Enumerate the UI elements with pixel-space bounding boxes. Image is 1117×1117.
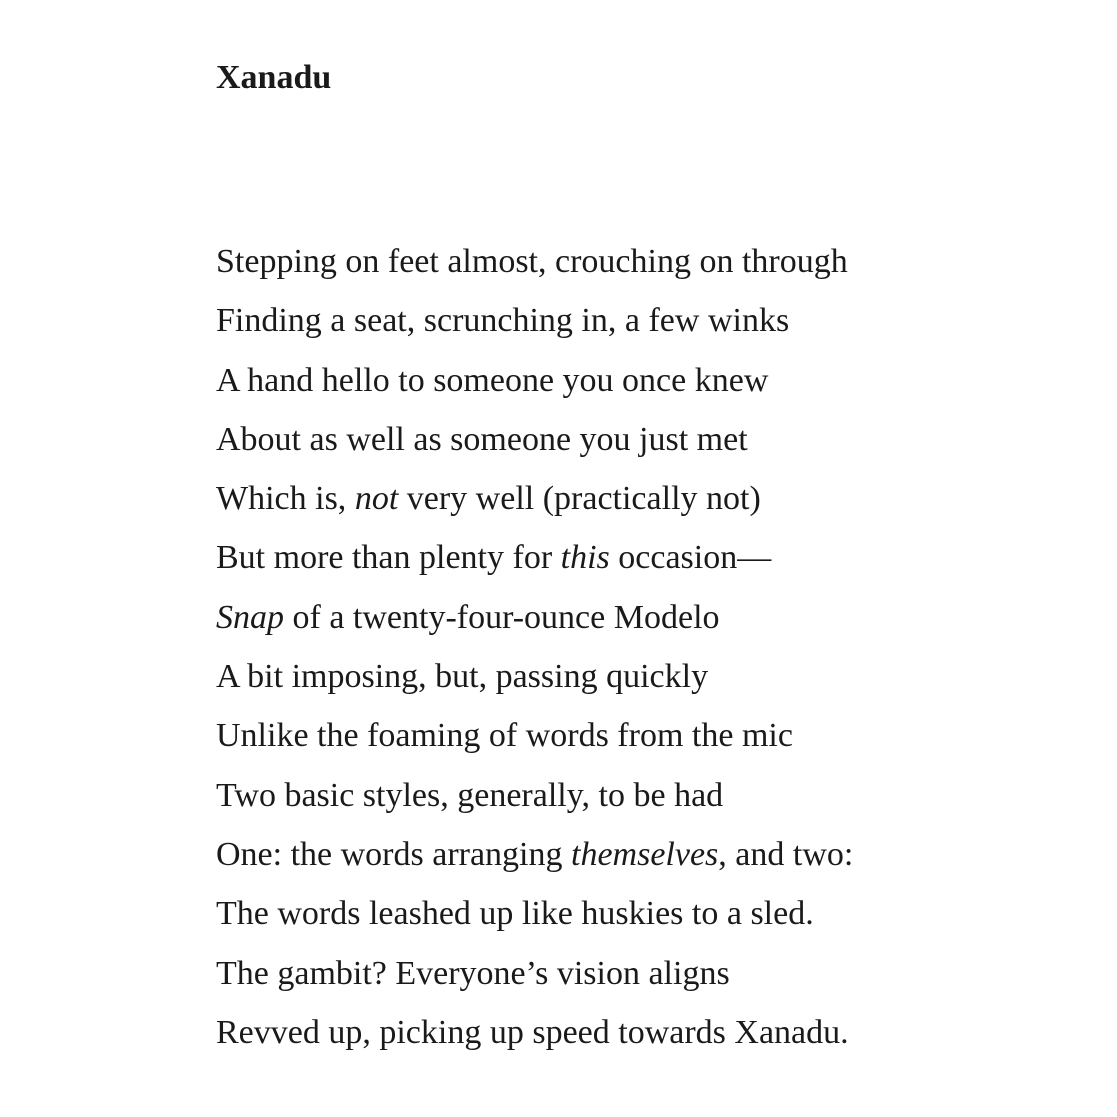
poem-line-text: A bit imposing, but, passing quickly xyxy=(216,658,709,696)
poem-line-text: About as well as someone you just met xyxy=(216,420,748,458)
poem-line xyxy=(216,410,853,469)
poem-line xyxy=(216,291,853,350)
poem-line xyxy=(216,647,853,706)
poem-line-text: The gambit? Everyone’s vision aligns xyxy=(216,954,730,992)
poem-line-text: A hand hello to someone you once knew xyxy=(216,361,769,399)
poem-line-text: , and two: xyxy=(718,835,854,873)
poem-line-italic-text: this xyxy=(560,539,610,577)
poem-line-text: Two basic styles, generally, to be had xyxy=(216,776,724,814)
poem-line xyxy=(216,232,853,291)
poem-line xyxy=(216,1003,853,1062)
poem-body xyxy=(216,232,853,1062)
poem-line xyxy=(216,766,853,825)
poem-line xyxy=(216,944,853,1003)
poem-line xyxy=(216,884,853,943)
poem-line-italic-text: themselves xyxy=(571,835,719,873)
poem-line-italic-text: not xyxy=(354,480,399,518)
poem-line-text: The words leashed up like huskies to a sled. xyxy=(216,895,814,933)
poem-line-text: Finding a seat, scrunching in, a few winks xyxy=(216,302,790,340)
poem-line-text: occasion— xyxy=(609,539,772,577)
poem-line xyxy=(216,825,853,884)
poem-line-text: But more than plenty for xyxy=(216,539,561,577)
poem-line-text: Revved up, picking up speed towards Xanadu. xyxy=(216,1013,849,1051)
poem-line-text: of a twenty-four-ounce Modelo xyxy=(284,598,720,636)
poem-title: Xanadu xyxy=(216,59,332,96)
poem-line-text: very well (practically not) xyxy=(398,480,761,518)
poem-line-text: Stepping on feet almost, crouching on through xyxy=(216,243,848,280)
poem-line-text: One: the words arranging xyxy=(216,835,572,873)
poem-line xyxy=(216,469,853,528)
poem-line xyxy=(216,588,853,647)
poem-line xyxy=(216,706,853,765)
poem-line-italic-text: Snap xyxy=(216,598,284,636)
poem-line-text: Unlike the foaming of words from the mic xyxy=(216,717,793,755)
poem-line-text: Which is, xyxy=(216,480,355,518)
poem-line xyxy=(216,528,853,587)
poem-line xyxy=(216,351,853,410)
